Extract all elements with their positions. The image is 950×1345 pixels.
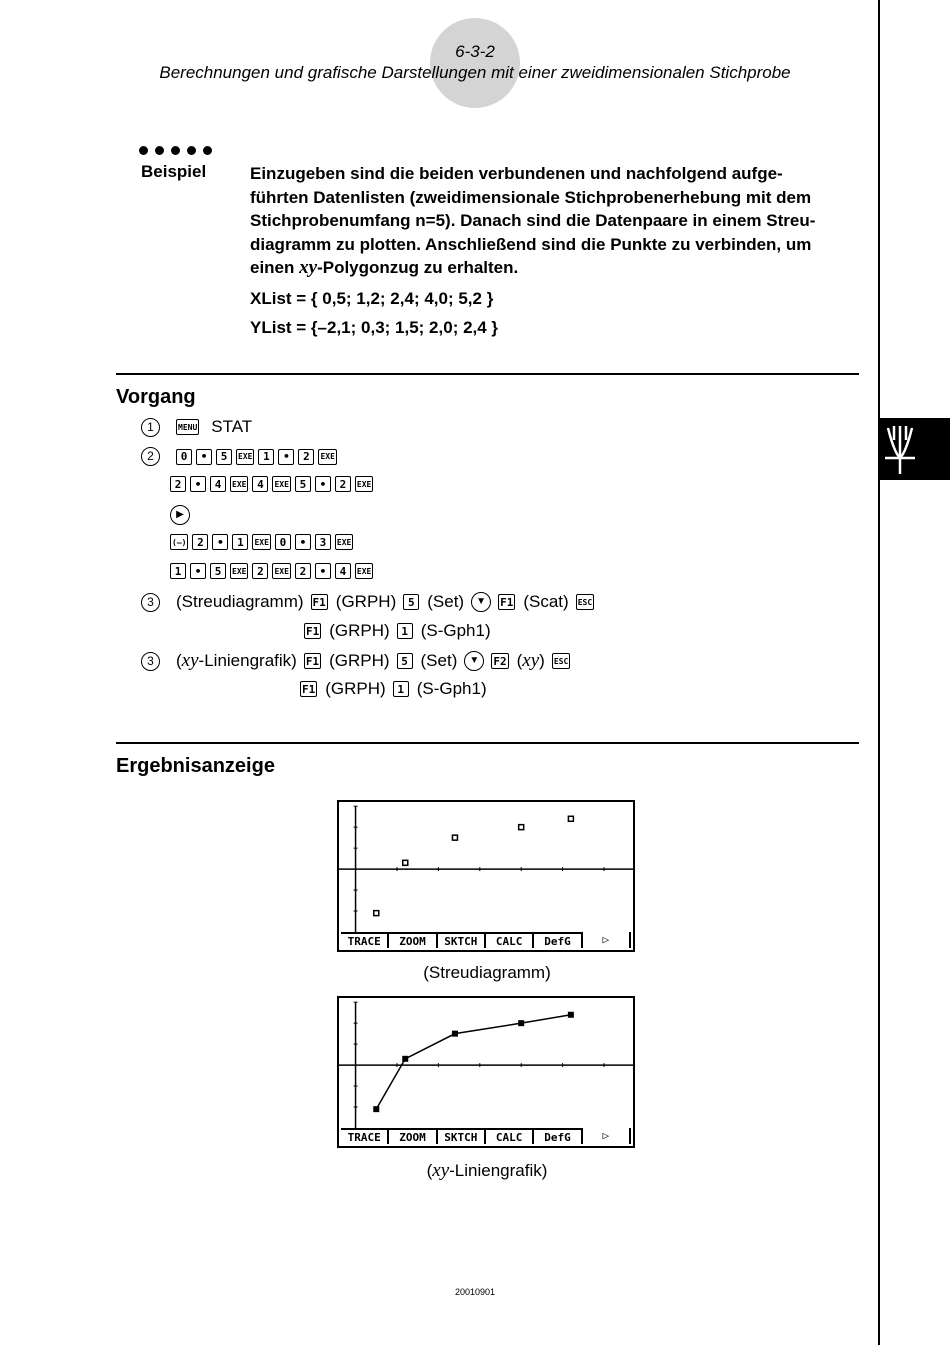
key-row4-3: 1 (232, 534, 248, 550)
key-row2-8: 2 (335, 476, 351, 492)
data-point (452, 1031, 458, 1037)
scatter-screen (337, 800, 635, 952)
key-row2-1: • (190, 476, 206, 492)
f2-key: F2 (493, 654, 507, 668)
running-title: Berechnungen und grafische Darstellungen mit einer zweidimensionalen Stichprobe (159, 63, 791, 82)
data-point (568, 816, 573, 821)
menu-item-3: CALC (486, 932, 534, 948)
menu-item-4: DefG (534, 1128, 582, 1144)
key-row1-1: • (196, 449, 212, 465)
example-text: Einzugeben sind die beiden verbundenen und nachfolgend aufge- führten Datenlisten (zweidimensionale Stichprobenerhebung mit dem Stichprobenumfang n=5). Danach sind die Datenpaare in einem Streu- diagramm zu plotten. Anschließend sind die Punkte zu verbinden, um einen xy-Polygonzug zu erhalten. (250, 164, 816, 278)
key-row5-1: • (190, 563, 206, 579)
menu-item-2: SKTCH (438, 932, 486, 948)
key-row2-5: EXE (272, 476, 290, 492)
f1-key: F1 (306, 624, 320, 638)
data-point (373, 1106, 379, 1112)
key-row4-1: 2 (192, 534, 208, 550)
step-2-row2 (170, 476, 377, 492)
menu-item-1: ZOOM (389, 932, 437, 948)
key-row2-3: EXE (230, 476, 248, 492)
menu-item-5: ▷ (583, 1128, 631, 1144)
key-row5-3: EXE (230, 563, 248, 579)
key-row2-6: 5 (295, 476, 311, 492)
section-rule-2 (116, 742, 859, 744)
key-row1-6: 2 (298, 449, 314, 465)
data-point (519, 825, 524, 830)
menu-item-0: TRACE (341, 1128, 389, 1144)
menu-key: MENU (176, 419, 199, 435)
ylist: YList = {–2,1; 0,3; 1,5; 2,0; 2,4 } (250, 318, 499, 337)
chapter-tab (880, 418, 950, 480)
menu-item-5: ▷ (583, 932, 631, 948)
esc-key: ESC (576, 594, 594, 610)
step-1: 1 MENU STAT (141, 417, 252, 437)
footer-code: 20010901 (454, 1287, 496, 1297)
menu-item-4: DefG (534, 932, 582, 948)
cursor-down-key: ▼ (471, 592, 491, 612)
key-row4-0: (–) (170, 534, 188, 550)
step-2: 2 0 • 5 EXE 1 • 2 EXE (141, 447, 341, 466)
key-row5-7: • (315, 563, 331, 579)
key-row2-0: 2 (170, 476, 186, 492)
scatter-plot (339, 802, 633, 932)
xlist: XList = { 0,5; 1,2; 2,4; 4,0; 5,2 } (250, 289, 494, 308)
menu-item-0: TRACE (341, 932, 389, 948)
key-row4-7: 3 (315, 534, 331, 550)
key-row5-0: 1 (170, 563, 186, 579)
result-heading: Ergebnisanzeige (116, 755, 275, 777)
key-row4-6: • (295, 534, 311, 550)
key-row4-5: 0 (275, 534, 291, 550)
data-point (402, 1056, 408, 1062)
stat-tab-icon (880, 418, 950, 480)
xy-line-plot (339, 998, 633, 1128)
line-caption: (xy-Liniengrafik) (426, 1160, 548, 1181)
step-2-row3 (170, 505, 193, 525)
scatter-caption: (Streudiagramm) (423, 963, 551, 982)
step-3b: F1 (GRPH) 1 (S-Gph1) (306, 621, 491, 640)
procedure-heading: Vorgang (116, 386, 196, 408)
esc-key: ESC (552, 653, 570, 669)
key-row4-2: • (212, 534, 228, 550)
step-2-row4 (170, 534, 357, 550)
step-3a: 3 (Streudiagramm) F1 (GRPH) 5 (Set) ▼ F1 (Scat) ESC (141, 592, 598, 612)
key-row1-5: • (278, 449, 294, 465)
data-point (452, 835, 457, 840)
key-row4-8: EXE (335, 534, 353, 550)
key-row5-6: 2 (295, 563, 311, 579)
menu-item-3: CALC (486, 1128, 534, 1144)
key-row1-4: 1 (258, 449, 274, 465)
page-number: 6-3-2 (455, 42, 495, 61)
example-marker (139, 142, 219, 158)
data-point (403, 860, 408, 865)
key-row1-0: 0 (176, 449, 192, 465)
key-row1-7: EXE (318, 449, 336, 465)
step-2-row5 (170, 563, 377, 579)
data-point (568, 1012, 574, 1018)
key-row2-9: EXE (355, 476, 373, 492)
key-row4-4: EXE (252, 534, 270, 550)
key-row2-2: 4 (210, 476, 226, 492)
key-row1-2: 5 (216, 449, 232, 465)
key-row5-5: EXE (272, 563, 290, 579)
example-label: Beispiel (141, 162, 207, 181)
margin-rule (878, 0, 880, 1345)
key-row5-4: 2 (252, 563, 268, 579)
function-menu (341, 1128, 631, 1144)
key-row1-3: EXE (236, 449, 254, 465)
key-row5-9: EXE (355, 563, 373, 579)
f1-key: F1 (500, 595, 514, 609)
key-row2-7: • (315, 476, 331, 492)
data-point (518, 1020, 524, 1026)
key-row5-8: 4 (335, 563, 351, 579)
line-screen (337, 996, 635, 1148)
key-row2-4: 4 (252, 476, 268, 492)
menu-item-2: SKTCH (438, 1128, 486, 1144)
section-rule-1 (116, 373, 859, 375)
f1-key: F1 (302, 682, 316, 696)
step-4a: 3 (xy-Liniengrafik) F1 (GRPH) 5 (Set) ▼ F2 (xy) ESC (141, 650, 574, 672)
f1-key: F1 (305, 654, 320, 668)
key-row5-2: 5 (210, 563, 226, 579)
cursor-down-key: ▼ (464, 651, 484, 671)
step-4b: F1 (GRPH) 1 (S-Gph1) (302, 679, 487, 698)
f1-key: F1 (312, 595, 326, 609)
series-line (376, 1015, 571, 1109)
data-point (374, 911, 379, 916)
cursor-right-key: ▶ (170, 505, 190, 525)
menu-item-1: ZOOM (389, 1128, 437, 1144)
function-menu (341, 932, 631, 948)
